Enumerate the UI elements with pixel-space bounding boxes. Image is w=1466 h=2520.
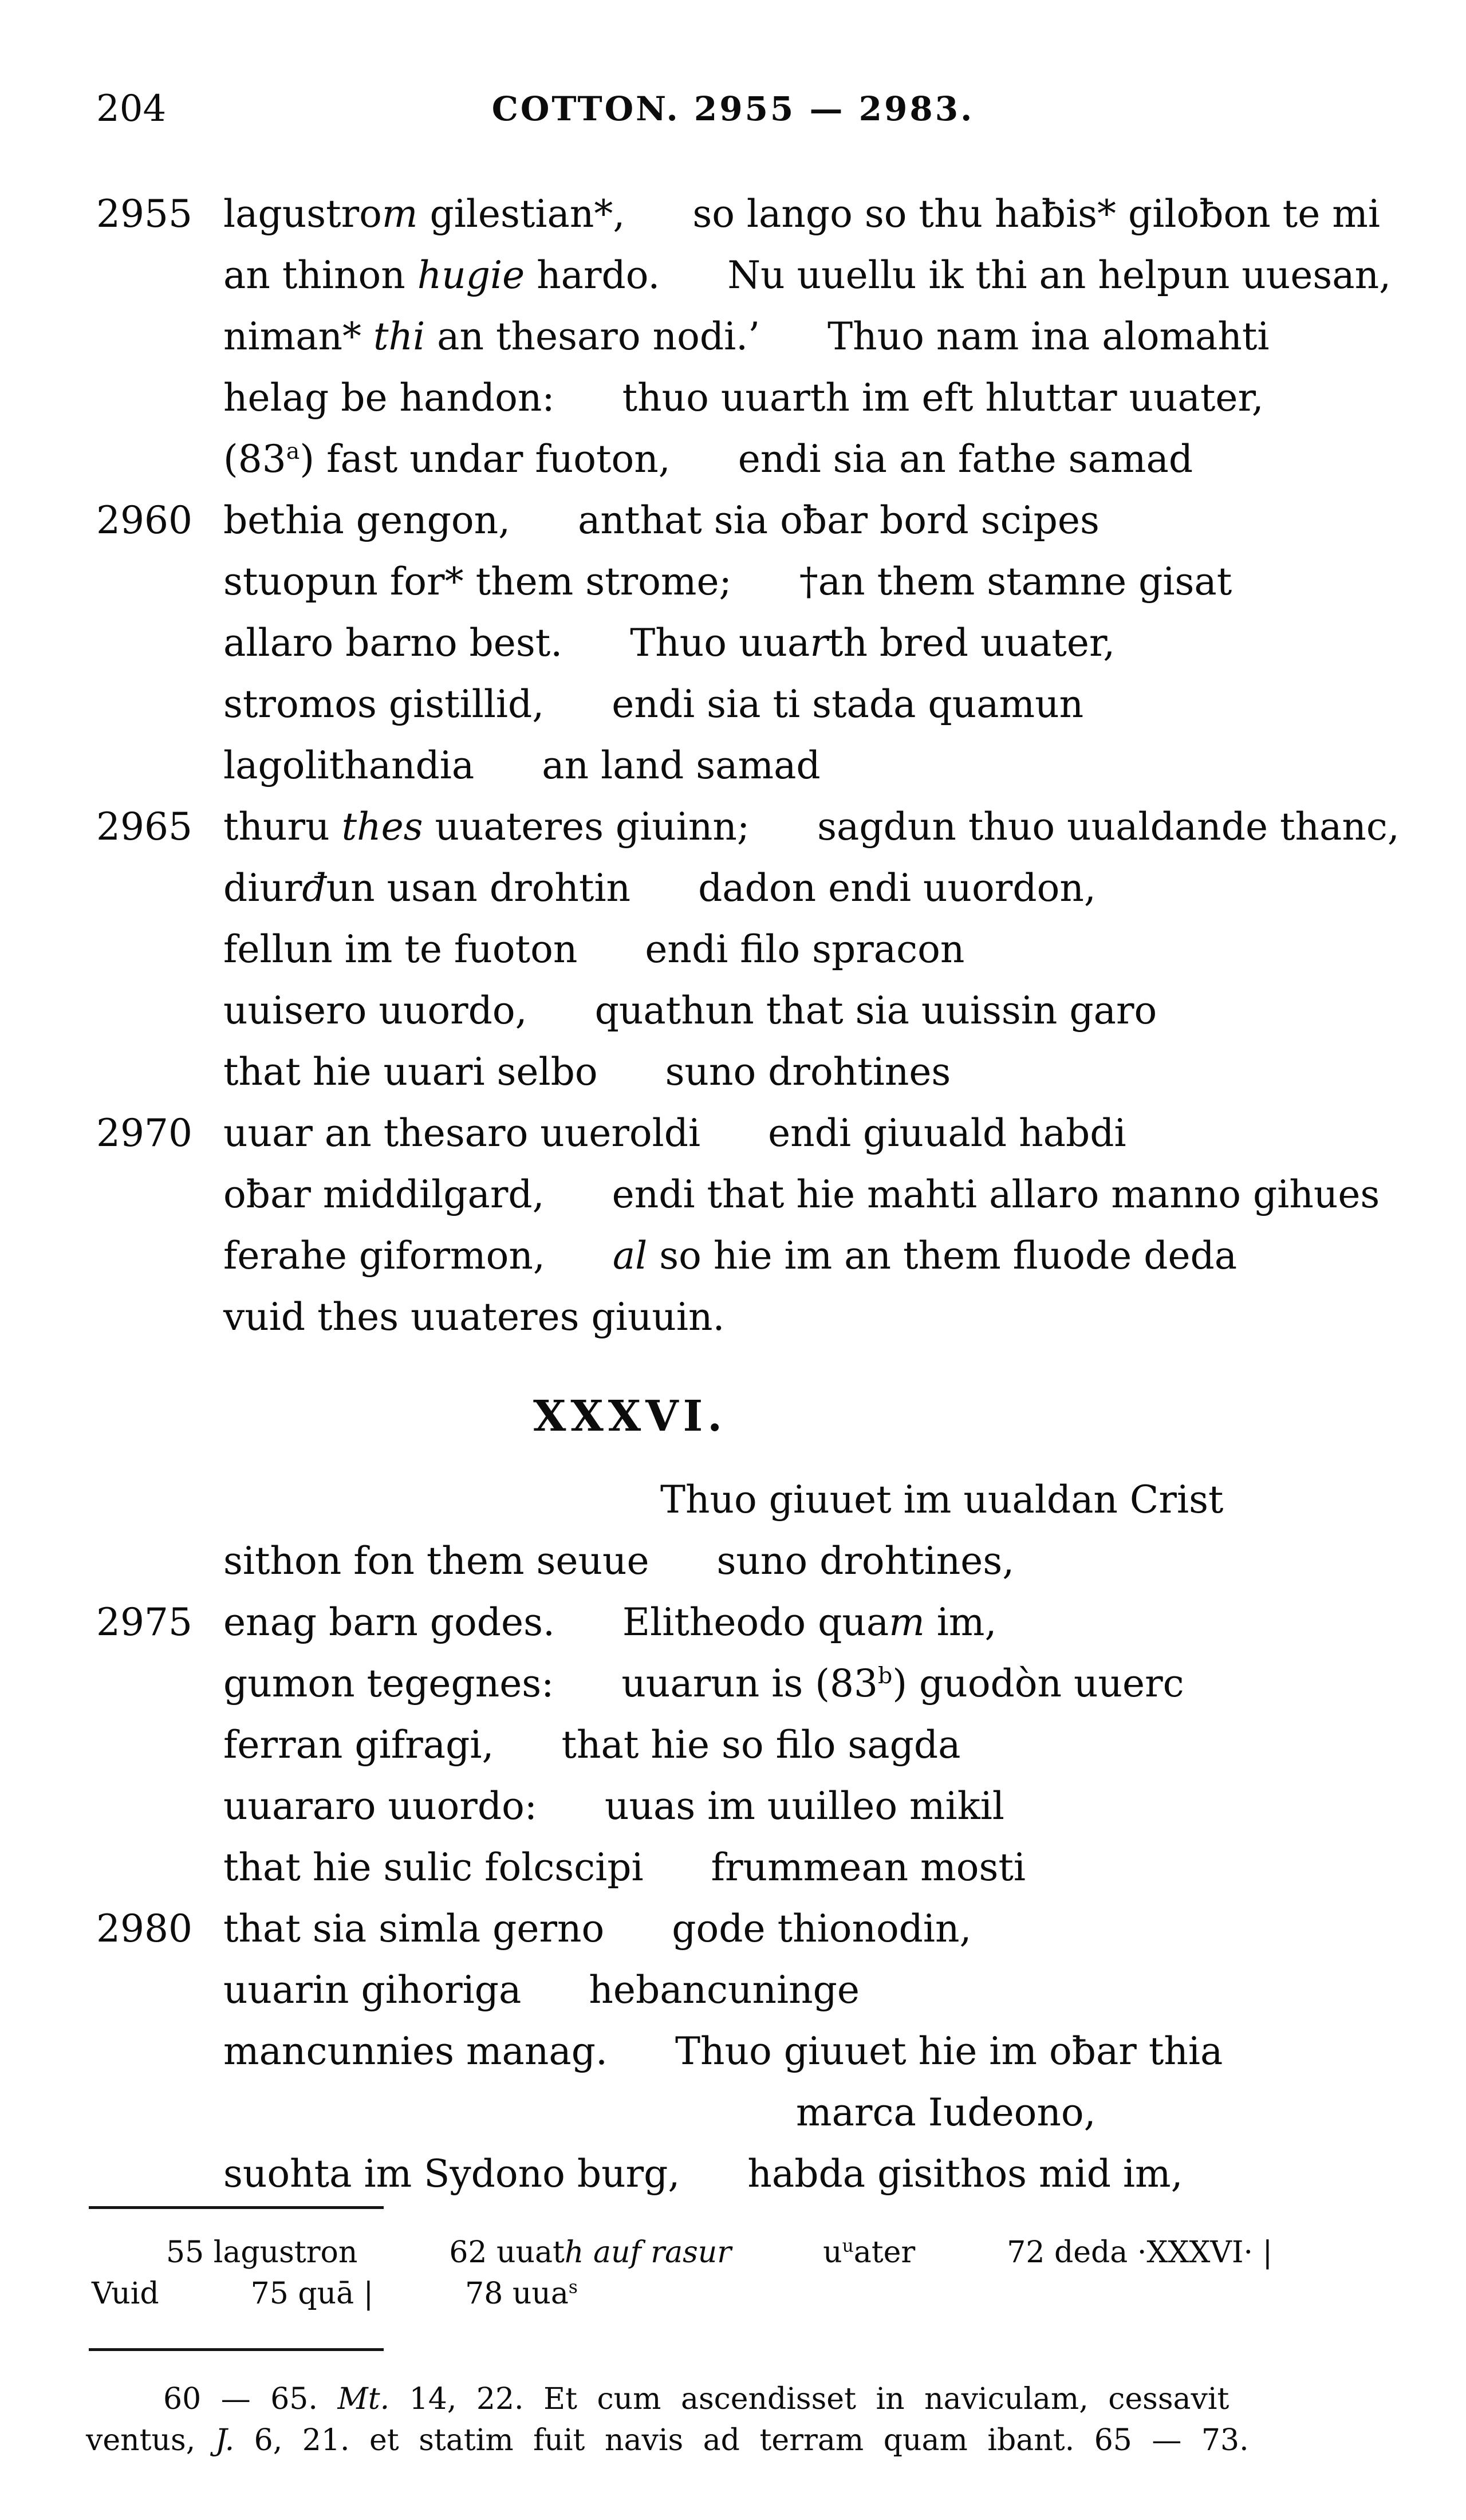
- half-line-2: sagdun thuo uualdande thanc,: [817, 805, 1400, 849]
- poem-line: [0, 735, 1466, 796]
- apparatus-entry: 75 quā |: [250, 2277, 374, 2311]
- half-line-2: uuas im uuilleo mikil: [605, 1784, 1004, 1828]
- half-line-1: niman* thi an thesaro nodi.’: [223, 314, 760, 359]
- half-line-1: vuid thes uuateres giuuin.: [223, 1295, 725, 1339]
- apparatus-entry: 72 deda ·XXXVI· |: [1007, 2235, 1273, 2270]
- half-line-1: sithon fon them seuue: [223, 1539, 649, 1583]
- half-line-1: that sia simla gerno: [223, 1907, 605, 1951]
- citation-line-1: 60 — 65. Mt. 14, 22. Et cum ascendisset in naviculam, cessavit: [163, 2382, 1229, 2416]
- poem-line: [0, 1469, 1466, 1530]
- half-line-1: uuar an thesaro uueroldi: [223, 1111, 701, 1155]
- half-line-2: Nu uuellu ik thi an helpun uuesan,: [727, 253, 1392, 297]
- poem-line: [0, 551, 1466, 612]
- poem-line: [0, 1837, 1466, 1898]
- poem-section-xxxv-end: [0, 183, 1466, 1348]
- half-line-2: thuo uuarth im eft hluttar uuater,: [622, 376, 1264, 420]
- poem-line: [0, 1959, 1466, 2021]
- half-line-1: helag be handon:: [223, 376, 555, 420]
- poem-line: [0, 183, 1466, 245]
- poem-line: [0, 612, 1466, 674]
- apparatus-entry: 55 lagustron: [166, 2235, 358, 2270]
- half-line-1: bethia gengon,: [223, 498, 511, 542]
- apparatus-entry: $u^uater$: [823, 2235, 916, 2270]
- half-line-2: al so hie im an them fluode deda: [612, 1234, 1238, 1278]
- poem-text: [0, 183, 1466, 2204]
- poem-line: [0, 1898, 1466, 1959]
- section-heading: XXXVI.: [533, 1392, 727, 1441]
- poem-line: [0, 1041, 1466, 1102]
- half-line-2: uuarun is (83$^b$) guodòn uuerc: [621, 1661, 1184, 1706]
- citation-footnote: [0, 2348, 1466, 2461]
- half-line-2: frummean mosti: [711, 1845, 1026, 1889]
- half-line-1: oƀar middilgard,: [223, 1172, 545, 1216]
- half-line-1: that hie sulic folcscipi: [223, 1845, 644, 1889]
- half-line-1: ferran gifragi,: [223, 1723, 494, 1767]
- poem-line: [0, 2082, 1466, 2143]
- half-line-1: stuopun for* them strome;: [223, 560, 732, 604]
- poem-line: [0, 1164, 1466, 1225]
- half-line-1: Thuo giuuet im uualdan Crist: [660, 1478, 1224, 1522]
- half-line-2: an land samad: [542, 743, 821, 788]
- poem-line: [0, 980, 1466, 1041]
- half-line-1: uuarin gihoriga: [223, 1968, 522, 2012]
- poem-line: [0, 367, 1466, 428]
- half-line-1: diurđun usan drohtin: [223, 866, 631, 910]
- poem-section-xxxvi: [0, 1469, 1466, 2204]
- citation-line-2: ventus, J. 6, 21. et statim fuit navis ad terram quam ibant. 65 — 73.: [86, 2423, 1249, 2458]
- apparatus-line-1: [0, 2232, 1466, 2273]
- half-line-1: mancunnies manag.: [223, 2029, 608, 2073]
- poem-line: [0, 428, 1466, 490]
- poem-line: [0, 919, 1466, 980]
- running-header-title: COTTON. 2955 — 2983.: [491, 89, 975, 128]
- half-line-1: marca Iudeono,: [796, 2090, 1096, 2135]
- half-line-2: anthat sia oƀar bord scipes: [578, 498, 1100, 542]
- half-line-2: suno drohtines: [665, 1050, 951, 1094]
- half-line-2: endi giuuald habdi: [768, 1111, 1126, 1155]
- poem-line: [0, 1102, 1466, 1164]
- critical-apparatus: [0, 2206, 1466, 2314]
- apparatus-entry: 62 uuath auf rasur: [449, 2235, 732, 2270]
- poem-line: [0, 306, 1466, 367]
- poem-line: [0, 1775, 1466, 1837]
- half-line-1: uuararo uuordo:: [223, 1784, 538, 1828]
- half-line-1: lagustrom gilestian*,: [223, 192, 625, 236]
- poem-line: [0, 1714, 1466, 1775]
- verse-number: 2975: [96, 1600, 192, 1644]
- half-line-2: habda gisithos mid im,: [747, 2152, 1183, 2196]
- half-line-1: thuru thes uuateres giuinn;: [223, 805, 750, 849]
- half-line-1: uuisero uuordo,: [223, 989, 527, 1033]
- running-header: [0, 85, 1466, 133]
- apparatus-entry: Vuid: [92, 2277, 159, 2311]
- half-line-1: allaro barno best.: [223, 621, 563, 665]
- page-number: 204: [96, 88, 167, 130]
- half-line-2: quathun that sia uuissin garo: [594, 989, 1157, 1033]
- half-line-2: dadon endi uuordon,: [698, 866, 1096, 910]
- poem-line: [0, 796, 1466, 857]
- verse-number: 2965: [96, 805, 192, 849]
- half-line-1: an thinon hugie hardo.: [223, 253, 660, 297]
- half-line-1: lagolithandia: [223, 743, 475, 788]
- half-line-1: stromos gistillid,: [223, 682, 545, 726]
- half-line-1: suohta im Sydono burg,: [223, 2152, 680, 2196]
- half-line-2: endi sia ti stada quamun: [612, 682, 1084, 726]
- half-line-2: Thuo nam ina alomahti: [827, 314, 1270, 359]
- half-line-2: endi filo spracon: [645, 927, 965, 971]
- half-line-2: Elitheodo quam im,: [622, 1600, 997, 1644]
- half-line-2: endi that hie mahti allaro manno gihues: [612, 1172, 1380, 1216]
- footnote-separator-2: [89, 2348, 384, 2351]
- half-line-2: †an them stamne gisat: [799, 560, 1232, 604]
- poem-line: [0, 490, 1466, 551]
- footnote-separator-1: [89, 2206, 384, 2209]
- verse-number: 2970: [96, 1111, 192, 1155]
- poem-line: [0, 1286, 1466, 1348]
- half-line-1: that hie uuari selbo: [223, 1050, 598, 1094]
- verse-number: 2960: [96, 498, 192, 542]
- poem-line: [0, 2021, 1466, 2082]
- half-line-2: gode thionodin,: [672, 1907, 972, 1951]
- half-line-2: that hie so filo sagda: [561, 1723, 961, 1767]
- apparatus-line-2: [0, 2273, 1466, 2314]
- half-line-2: endi sia an fathe samad: [738, 437, 1193, 481]
- poem-line: [0, 1592, 1466, 1653]
- half-line-2: hebancuninge: [589, 1968, 860, 2012]
- poem-line: [0, 2143, 1466, 2204]
- poem-line: [0, 674, 1466, 735]
- half-line-2: suno drohtines,: [716, 1539, 1015, 1583]
- half-line-1: enag barn godes.: [223, 1600, 555, 1644]
- half-line-1: fellun im te fuoton: [223, 927, 578, 971]
- poem-line: [0, 1225, 1466, 1286]
- half-line-2: Thuo uuarth bred uuater,: [630, 621, 1116, 665]
- half-line-2: Thuo giuuet hie im oƀar thia: [675, 2029, 1223, 2073]
- verse-number: 2980: [96, 1907, 192, 1951]
- apparatus-entry: 78 uua$^s$: [465, 2277, 578, 2311]
- poem-line: [0, 1530, 1466, 1592]
- half-line-1: (83$^a$) fast undar fuoton,: [223, 437, 671, 481]
- poem-line: [0, 857, 1466, 919]
- half-line-1: ferahe giformon,: [223, 1234, 545, 1278]
- poem-line: [0, 1653, 1466, 1714]
- half-line-1: gumon tegegnes:: [223, 1661, 554, 1706]
- poem-line: [0, 245, 1466, 306]
- verse-number: 2955: [96, 192, 192, 236]
- half-line-2: so lango so thu haƀis* giloƀon te mi: [692, 192, 1380, 236]
